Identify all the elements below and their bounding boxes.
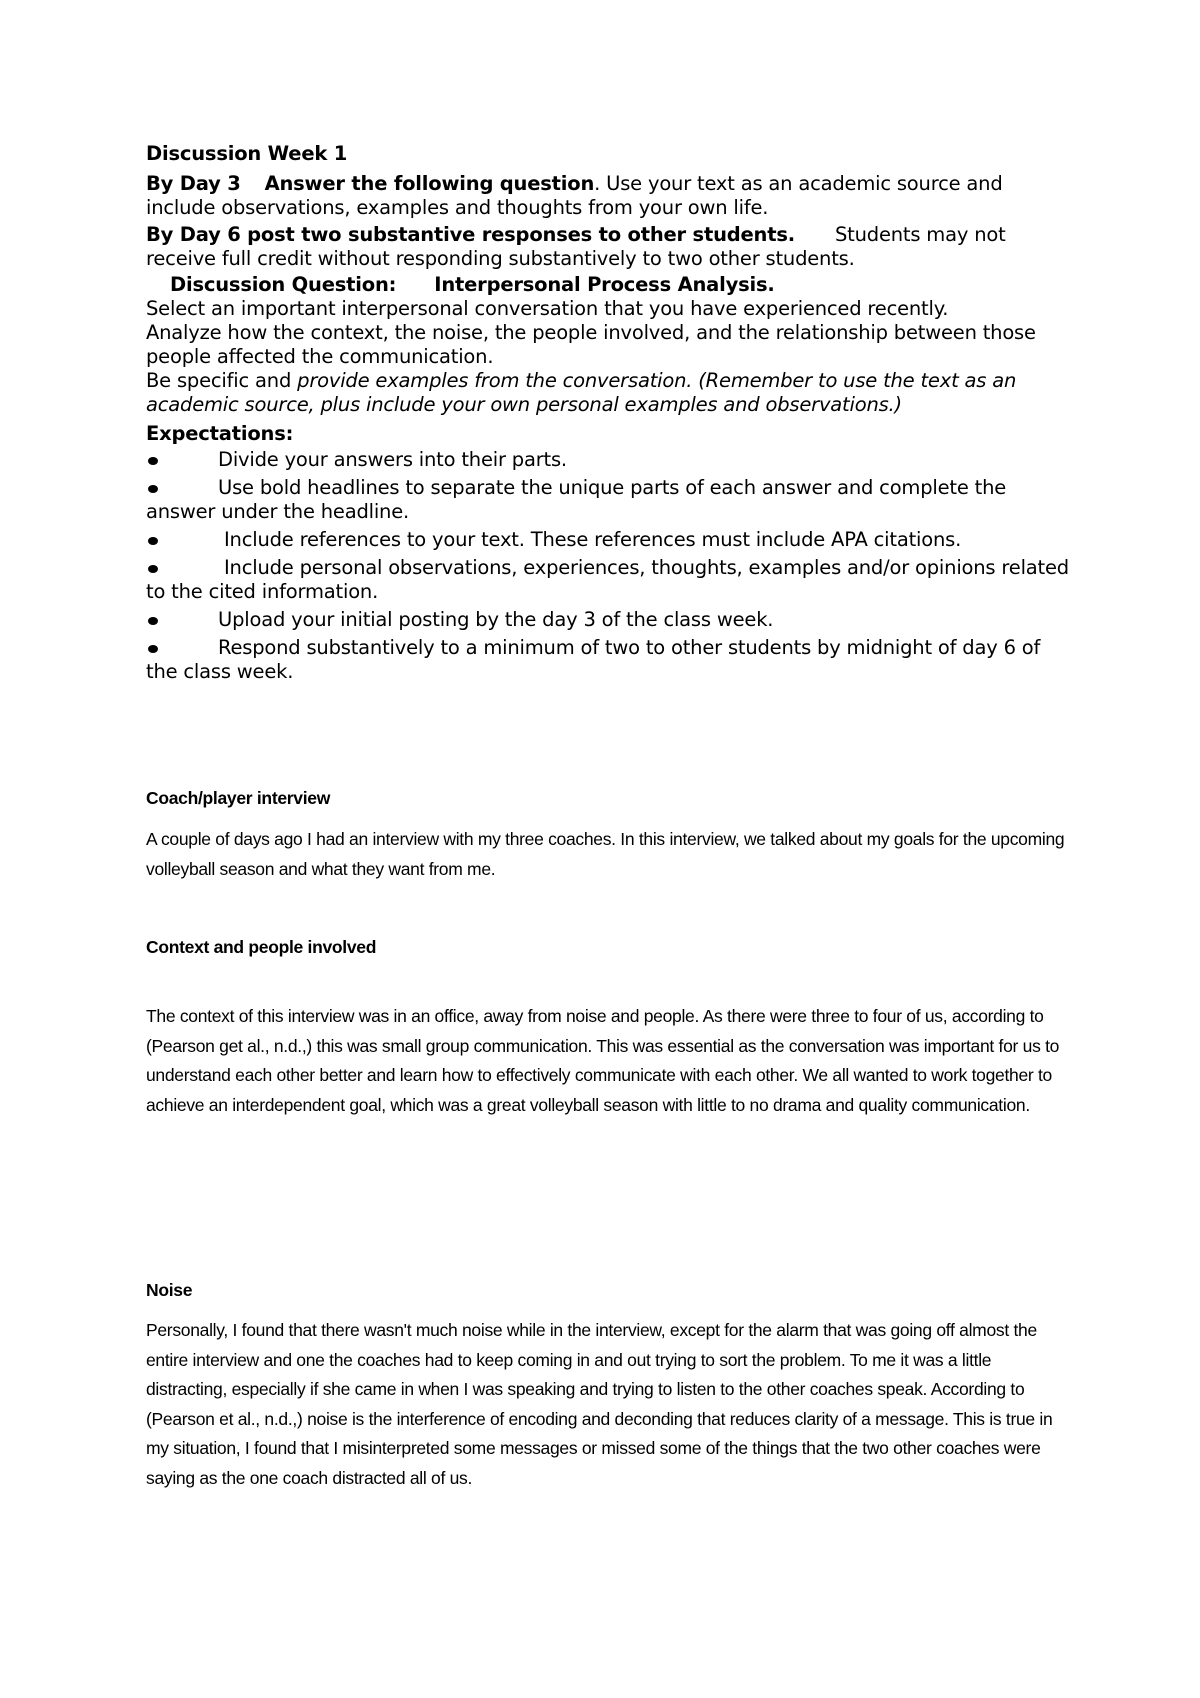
section-interview (146, 786, 1076, 884)
list-item: Include personal observations, experiences, thoughts, examples and/or opinions related to the cited information. (146, 556, 1069, 603)
section-context (146, 935, 1076, 1120)
day3-rest-text: . Use your text as an academic source and include observations, examples and thoughts from your own life. (146, 172, 1003, 219)
expectations-list (146, 448, 1076, 684)
discussion-title: Discussion Week 1 (146, 142, 348, 165)
day3-instruction (146, 172, 1076, 220)
bullet-icon (148, 617, 158, 625)
section-paragraph: A couple of days ago I had an interview with my three coaches. In this interview, we talked about my goals for the upcoming volleyball season and what they want from me. (146, 829, 1065, 879)
day6-bold-text: By Day 6 post two substantive responses to other students. (146, 223, 795, 246)
section-paragraph: Personally, I found that there wasn't much noise while in the interview, except for the alarm that was going off almost the entire interview and one the coaches had to keep coming in and out trying to sort the problem. To me it was a little distracting, especially if she came in when I was speaking and trying to listen to the other coaches speak. According to (Pearson et al., n.d.,) noise is the interference of encoding and deconding that reduces clarity of a message. This is true in my situation, I found that I misinterpreted some messages or missed some of the things that the two other coaches were saying as the one coach distracted all of us. (146, 1320, 1053, 1488)
question-line-2: Analyze how the context, the noise, the people involved, and the relationship between those people affected the communication. (146, 321, 1036, 368)
day3-bold-text: Answer the following question (264, 172, 595, 195)
assignment-instructions (146, 142, 1076, 688)
day3-label: By Day 3 (146, 172, 241, 195)
discussion-question-heading (146, 273, 1076, 297)
day6-instruction (146, 223, 1076, 271)
bullet-icon (148, 645, 158, 653)
question-title: Interpersonal Process Analysis. (434, 273, 775, 296)
bullet-icon (148, 485, 158, 493)
question-label: Discussion Question: (170, 273, 397, 296)
day6-rest-text: Students may not receive full credit without responding substantively to two other students. (146, 223, 1006, 270)
question-line-3 (146, 369, 1076, 417)
section-heading: Context and people involved (146, 937, 377, 957)
list-item: Upload your initial posting by the day 3 of the class week. (146, 608, 1076, 632)
bullet-icon (148, 537, 158, 545)
question-line-1: Select an important interpersonal conversation that you have experienced recently. (146, 297, 949, 320)
section-paragraph: The context of this interview was in an office, away from noise and people. As there were three to four of us, according to (Pearson get al., n.d.,) this was small group communication. This was essential as the conversation was important for us to understand each other better and learn how to effectively communicate with each other. We all wanted to work together to achieve an interdependent goal, which was a great volleyball season with little to no drama and quality communication. (146, 1006, 1060, 1115)
list-item: Include references to your text. These references must include APA citations. (146, 528, 1076, 552)
bullet-icon (148, 565, 158, 573)
list-item: Use bold headlines to separate the unique parts of each answer and complete the answer under the headline. (146, 476, 1007, 523)
list-item: Respond substantively to a minimum of two to other students by midnight of day 6 of the class week. (146, 636, 1041, 683)
section-heading: Noise (146, 1280, 193, 1300)
list-item: Divide your answers into their parts. (146, 448, 1076, 472)
question-line-3-italic: provide examples from the conversation. (Remember to use the text as an academic source, plus include your own personal examples and observations.) (146, 369, 1017, 416)
expectations-heading: Expectations: (146, 422, 294, 445)
section-noise (146, 1278, 1076, 1493)
section-heading: Coach/player interview (146, 788, 331, 808)
bullet-icon (148, 457, 158, 465)
question-line-3-plain: Be specific and (146, 369, 298, 392)
